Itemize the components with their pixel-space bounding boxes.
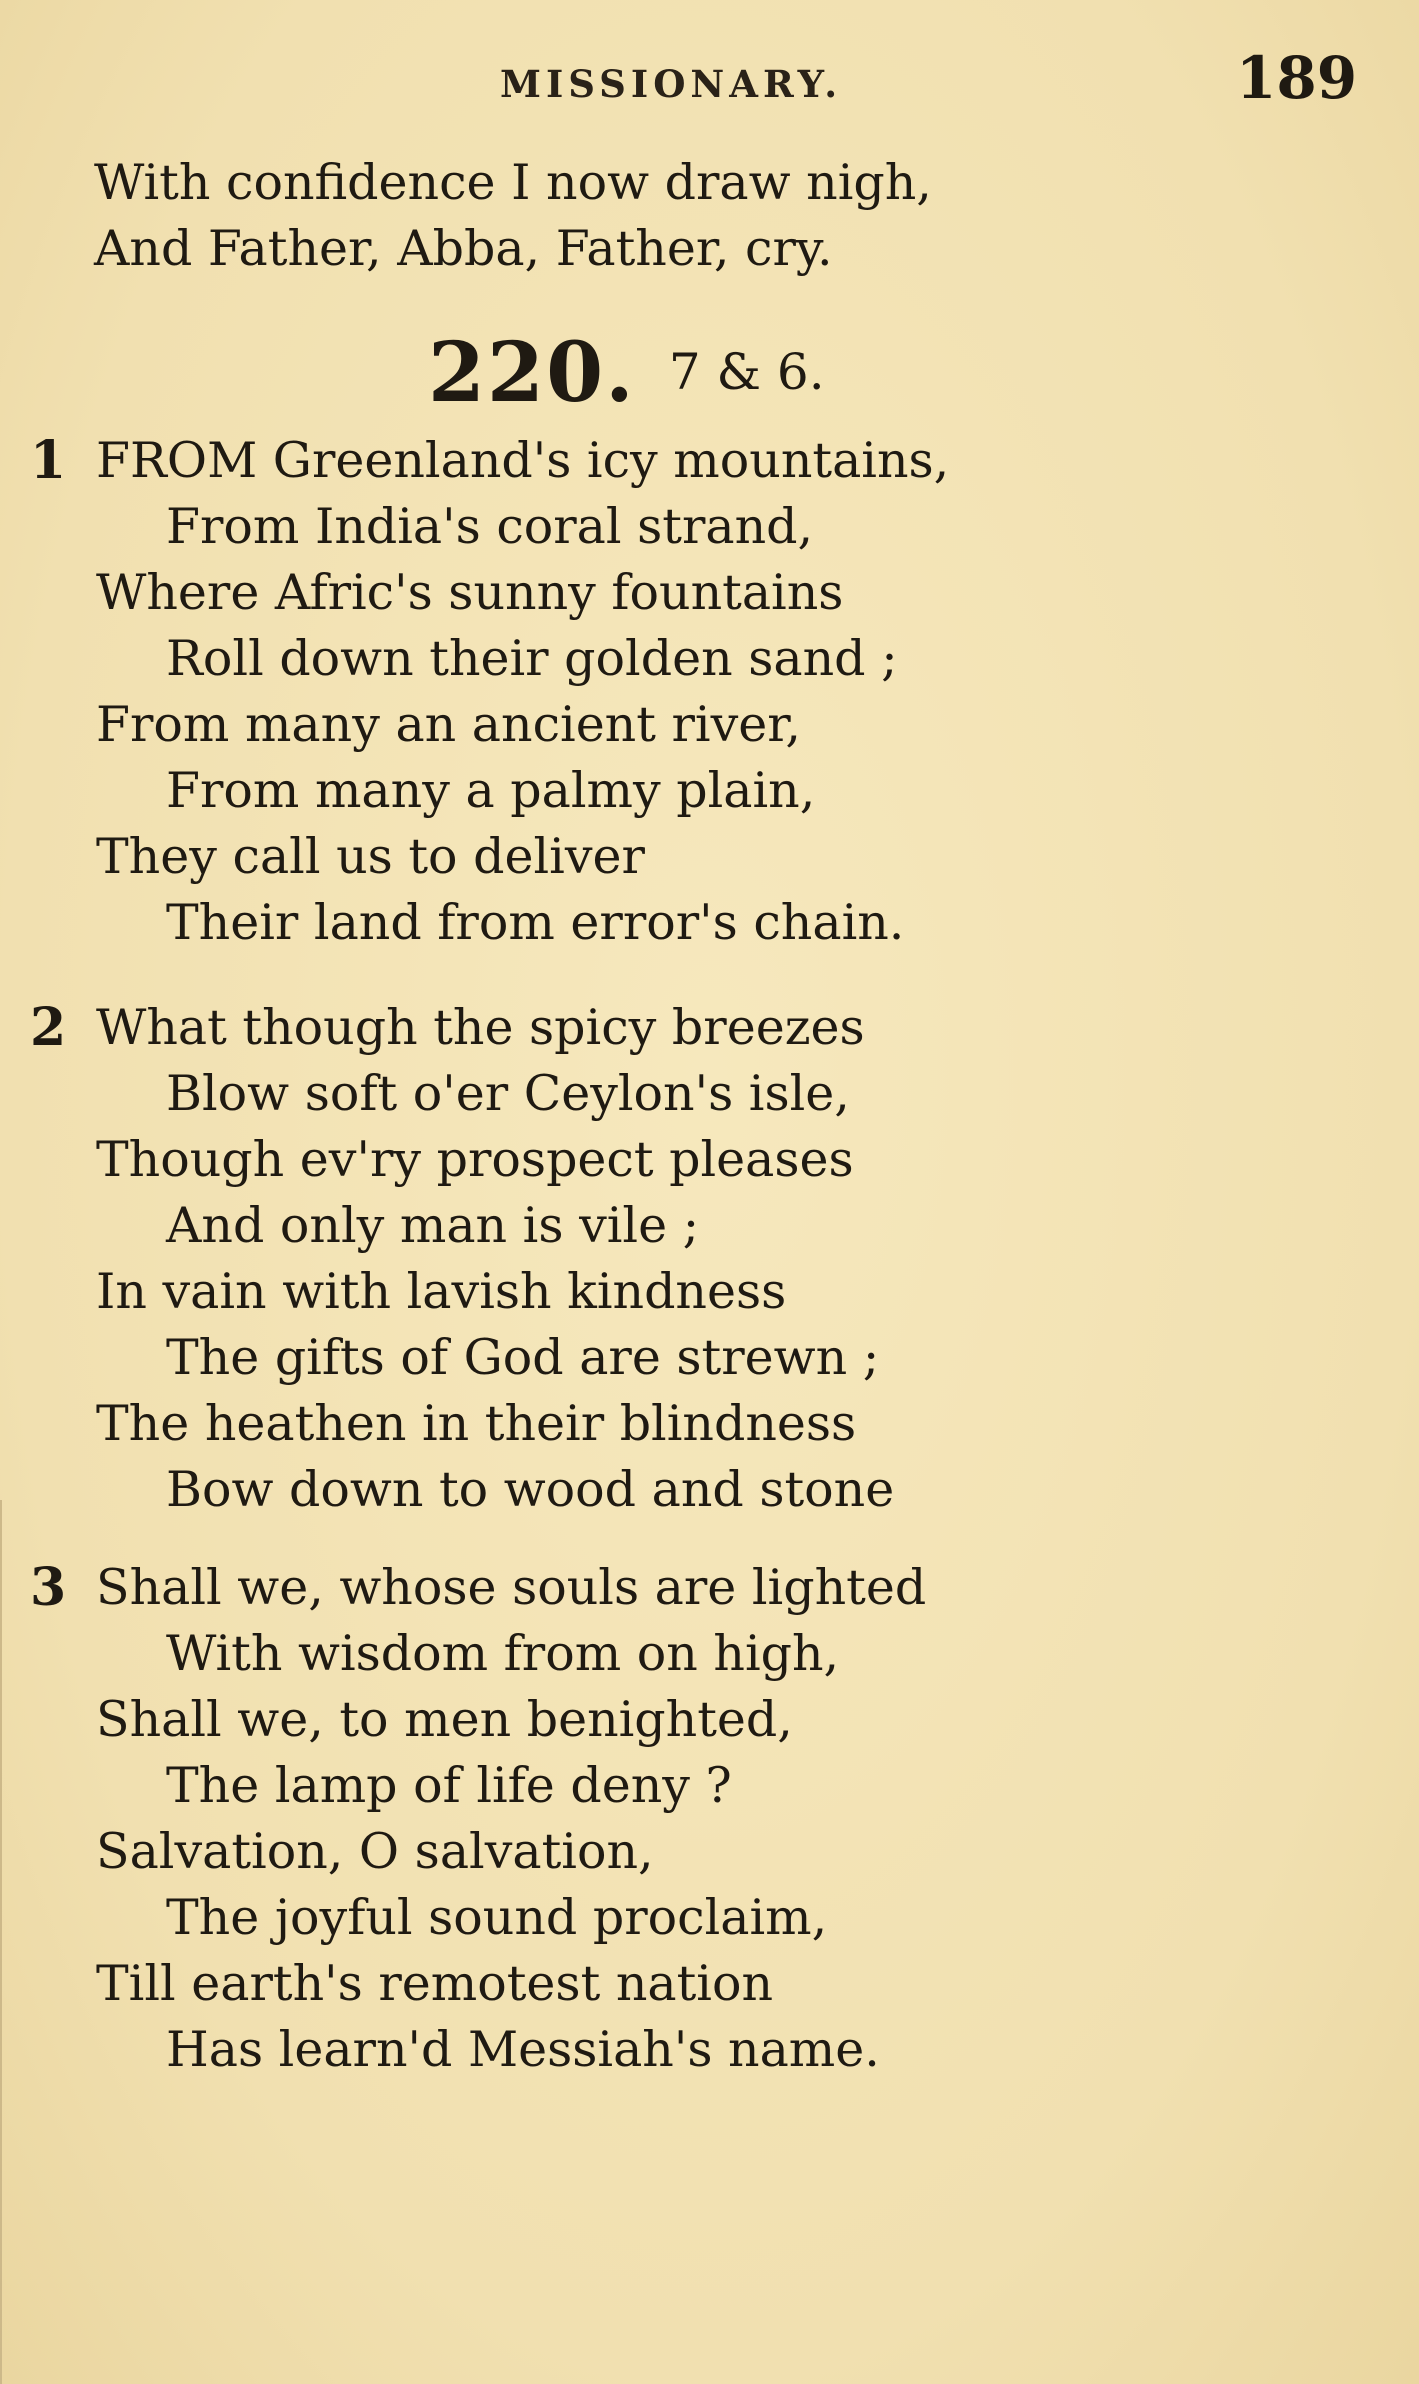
verse-line: The lamp of life deny ? — [166, 1757, 732, 1814]
previous-hymn-ending — [94, 150, 932, 282]
verse-line: Blow soft o'er Ceylon's isle, — [166, 1065, 850, 1122]
page-number: 189 — [1236, 44, 1358, 112]
verse-line: They call us to deliver — [96, 828, 645, 885]
verse-line: Their land from error's chain. — [166, 894, 905, 951]
verse-line: Shall we, whose souls are lighted — [96, 1559, 927, 1616]
verse-line: The heathen in their blindness — [96, 1395, 857, 1452]
verse-line: With wisdom from on high, — [166, 1625, 840, 1682]
verse-line: With confidence I now draw nigh, — [94, 154, 932, 211]
verse-lines — [96, 428, 949, 956]
verse-line: Where Afric's sunny fountains — [96, 564, 844, 621]
verse-line: Till earth's remotest nation — [96, 1955, 774, 2012]
verse-line: Bow down to wood and stone — [166, 1461, 895, 1518]
verse-number: 3 — [30, 1557, 67, 1618]
verse-line: And Father, Abba, Father, cry. — [94, 220, 833, 277]
hymn-meter: 7 & 6. — [668, 343, 825, 401]
verse-line: From many an ancient river, — [96, 696, 801, 753]
verse-line: Shall we, to men benighted, — [96, 1691, 793, 1748]
verse-lines — [96, 995, 894, 1523]
verse-line: From many a palmy plain, — [166, 762, 816, 819]
verse-number: 2 — [30, 997, 67, 1058]
verse-number: 1 — [30, 430, 67, 491]
verse-line: From India's coral strand, — [166, 498, 814, 555]
verse-line: FROM Greenland's icy mountains, — [96, 432, 950, 489]
verse-line: The gifts of God are strewn ; — [166, 1329, 880, 1386]
verse-line: Salvation, O salvation, — [96, 1823, 654, 1880]
verse-line: The joyful sound proclaim, — [166, 1889, 828, 1946]
verse-line: And only man is vile ; — [166, 1197, 700, 1254]
verse-line: What though the spicy breezes — [96, 999, 865, 1056]
page-edge-mark — [0, 1500, 8, 2384]
verse-line: Has learn'd Messiah's name. — [166, 2021, 880, 2078]
hymn-number: 220. — [428, 325, 636, 421]
verse-lines — [96, 1555, 926, 2083]
running-title: MISSIONARY. — [500, 62, 843, 106]
verse-line: Though ev'ry prospect pleases — [96, 1131, 854, 1188]
hymn-heading — [428, 325, 825, 421]
verse-line: Roll down their golden sand ; — [166, 630, 898, 687]
verse-line: In vain with lavish kindness — [96, 1263, 787, 1320]
